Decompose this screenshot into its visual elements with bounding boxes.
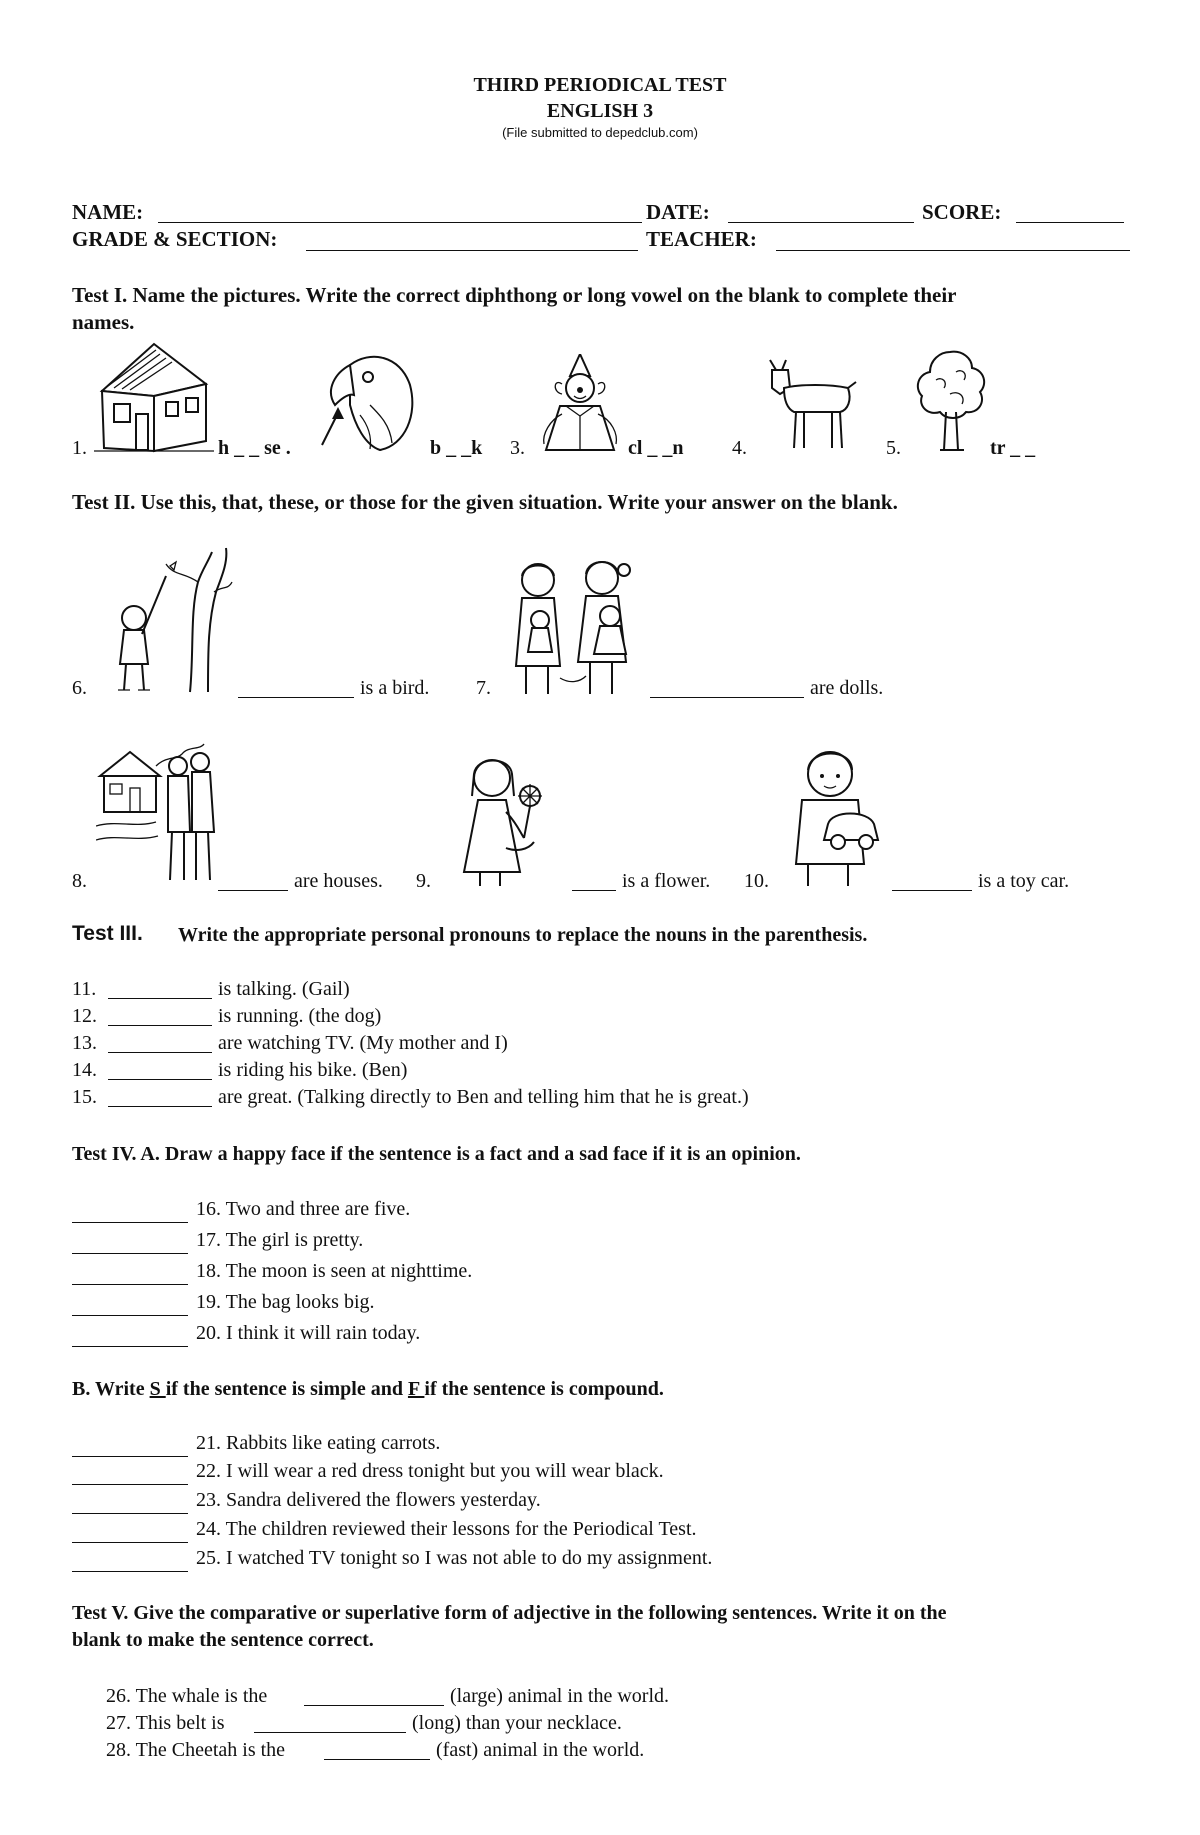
test5-instruction: Test V. Give the comparative or superlative form of adjective in the following sentences. Write it on the — [72, 1602, 947, 1624]
item-12-text: is running. (the dog) — [218, 1005, 382, 1027]
item-9-blank[interactable] — [572, 890, 616, 891]
item-26-pre: 26. The whale is the — [106, 1685, 268, 1707]
clown-illustration — [532, 354, 627, 454]
item-10-text: is a toy car. — [978, 870, 1070, 892]
item-9-text: is a flower. — [622, 870, 711, 892]
girls-dolls-illustration — [500, 558, 650, 698]
name-blank[interactable] — [158, 222, 642, 223]
test4b-mid: if the sentence is simple and — [165, 1378, 408, 1400]
test5-instruction-cont: blank to make the sentence correct. — [72, 1629, 374, 1651]
item-11-number: 11. — [72, 978, 97, 1000]
teacher-blank[interactable] — [776, 250, 1130, 251]
item-7-text: are dolls. — [810, 677, 884, 699]
item-15-text: are great. (Talking directly to Ben and telling him that he is great.) — [218, 1086, 749, 1108]
item-20-text: 20. I think it will rain today. — [196, 1322, 421, 1344]
item-27-post: (long) than your necklace. — [412, 1712, 622, 1734]
item-13-blank[interactable] — [108, 1052, 212, 1053]
item-11-blank[interactable] — [108, 998, 212, 999]
date-label: DATE: — [646, 200, 710, 224]
test4b-post: if the sentence is compound. — [424, 1378, 664, 1400]
date-blank[interactable] — [728, 222, 914, 223]
item-26-blank[interactable] — [304, 1705, 444, 1706]
score-label: SCORE: — [922, 200, 1002, 224]
test3-instruction: Write the appropriate personal pronouns to replace the nouns in the parenthesis. — [178, 924, 868, 946]
item-28-pre: 28. The Cheetah is the — [106, 1739, 286, 1761]
test4b-pre: B. Write — [72, 1378, 150, 1400]
item-10-blank[interactable] — [892, 890, 972, 891]
item-24-text: 24. The children reviewed their lessons for the Periodical Test. — [196, 1518, 697, 1540]
item-15-blank[interactable] — [108, 1106, 212, 1107]
test1-instruction-cont: names. — [72, 310, 135, 334]
item-12-blank[interactable] — [108, 1025, 212, 1026]
item-4-number: 4. — [732, 437, 747, 459]
item-5-word: tr _ _ — [990, 437, 1036, 459]
item-6-blank[interactable] — [238, 697, 354, 698]
item-24-blank[interactable] — [72, 1542, 188, 1543]
item-8-text: are houses. — [294, 870, 383, 892]
test3-label: Test III. — [72, 922, 143, 945]
item-14-text: is riding his bike. (Ben) — [218, 1059, 408, 1081]
item-6-number: 6. — [72, 677, 87, 699]
item-7-blank[interactable] — [650, 697, 804, 698]
tree-illustration — [910, 346, 990, 456]
item-25-text: 25. I watched TV tonight so I was not able to do my assignment. — [196, 1547, 713, 1569]
item-21-blank[interactable] — [72, 1456, 188, 1457]
item-22-blank[interactable] — [72, 1484, 188, 1485]
item-8-number: 8. — [72, 870, 87, 892]
item-20-blank[interactable] — [72, 1346, 188, 1347]
item-23-text: 23. Sandra delivered the flowers yesterday. — [196, 1489, 541, 1511]
item-18-blank[interactable] — [72, 1284, 188, 1285]
item-3-number: 3. — [510, 437, 525, 459]
item-19-blank[interactable] — [72, 1315, 188, 1316]
item-13-text: are watching TV. (My mother and I) — [218, 1032, 508, 1054]
item-22-text: 22. I will wear a red dress tonight but you will wear black. — [196, 1460, 664, 1482]
item-3-word: cl _ _n — [628, 437, 684, 459]
goat-illustration — [760, 354, 860, 454]
item-7-number: 7. — [476, 677, 491, 699]
grade-section-label: GRADE & SECTION: — [72, 227, 278, 251]
page-title: THIRD PERIODICAL TEST — [473, 74, 727, 96]
item-16-text: 16. Two and three are five. — [196, 1198, 411, 1220]
test4b-compound-letter: F — [407, 1378, 425, 1400]
item-21-text: 21. Rabbits like eating carrots. — [196, 1432, 441, 1454]
item-10-number: 10. — [744, 870, 769, 892]
score-blank[interactable] — [1016, 222, 1124, 223]
source-note: (File submitted to depedclub.com) — [502, 125, 698, 140]
item-8-blank[interactable] — [218, 890, 288, 891]
item-27-pre: 27. This belt is — [106, 1712, 225, 1734]
boy-bird-illustration — [104, 542, 234, 697]
item-25-blank[interactable] — [72, 1571, 188, 1572]
item-2-word: b _ _k — [430, 437, 483, 459]
item-15-number: 15. — [72, 1086, 97, 1108]
item-14-blank[interactable] — [108, 1079, 212, 1080]
item-13-number: 13. — [72, 1032, 97, 1054]
test2-instruction: Test II. Use this, that, these, or those for the given situation. Write your answer on the blank. — [72, 490, 898, 514]
item-23-blank[interactable] — [72, 1513, 188, 1514]
teacher-label: TEACHER: — [646, 227, 757, 251]
item-19-text: 19. The bag looks big. — [196, 1291, 375, 1313]
item-1-number: 1. — [72, 437, 87, 459]
girl-flower-illustration — [458, 752, 553, 888]
item-9-number: 9. — [416, 870, 431, 892]
item-28-post: (fast) animal in the world. — [436, 1739, 645, 1761]
test1-instruction: Test I. Name the pictures. Write the correct diphthong or long vowel on the blank to complete their — [72, 283, 957, 307]
boys-houses-illustration — [96, 736, 226, 886]
test4b-simple-letter: S — [149, 1378, 166, 1400]
item-11-text: is talking. (Gail) — [218, 978, 350, 1000]
beak-illustration — [310, 345, 420, 455]
item-17-text: 17. The girl is pretty. — [196, 1229, 364, 1251]
item-18-text: 18. The moon is seen at nighttime. — [196, 1260, 473, 1282]
boy-toycar-illustration — [782, 744, 892, 889]
item-5-number: 5. — [886, 437, 901, 459]
item-17-blank[interactable] — [72, 1253, 188, 1254]
item-12-number: 12. — [72, 1005, 97, 1027]
grade-section-blank[interactable] — [306, 250, 638, 251]
page-subject: ENGLISH 3 — [546, 100, 654, 122]
item-1-word: h _ _ se . — [218, 437, 291, 459]
name-label: NAME: — [72, 200, 144, 224]
item-16-blank[interactable] — [72, 1222, 188, 1223]
item-27-blank[interactable] — [254, 1732, 406, 1733]
item-6-text: is a bird. — [360, 677, 430, 699]
test4-instruction: Test IV. A. Draw a happy face if the sentence is a fact and a sad face if it is an opinion. — [72, 1143, 801, 1165]
item-14-number: 14. — [72, 1059, 97, 1081]
test4b-instruction — [72, 1378, 664, 1401]
item-28-blank[interactable] — [324, 1759, 430, 1760]
item-26-post: (large) animal in the world. — [450, 1685, 670, 1707]
house-illustration — [94, 336, 214, 456]
